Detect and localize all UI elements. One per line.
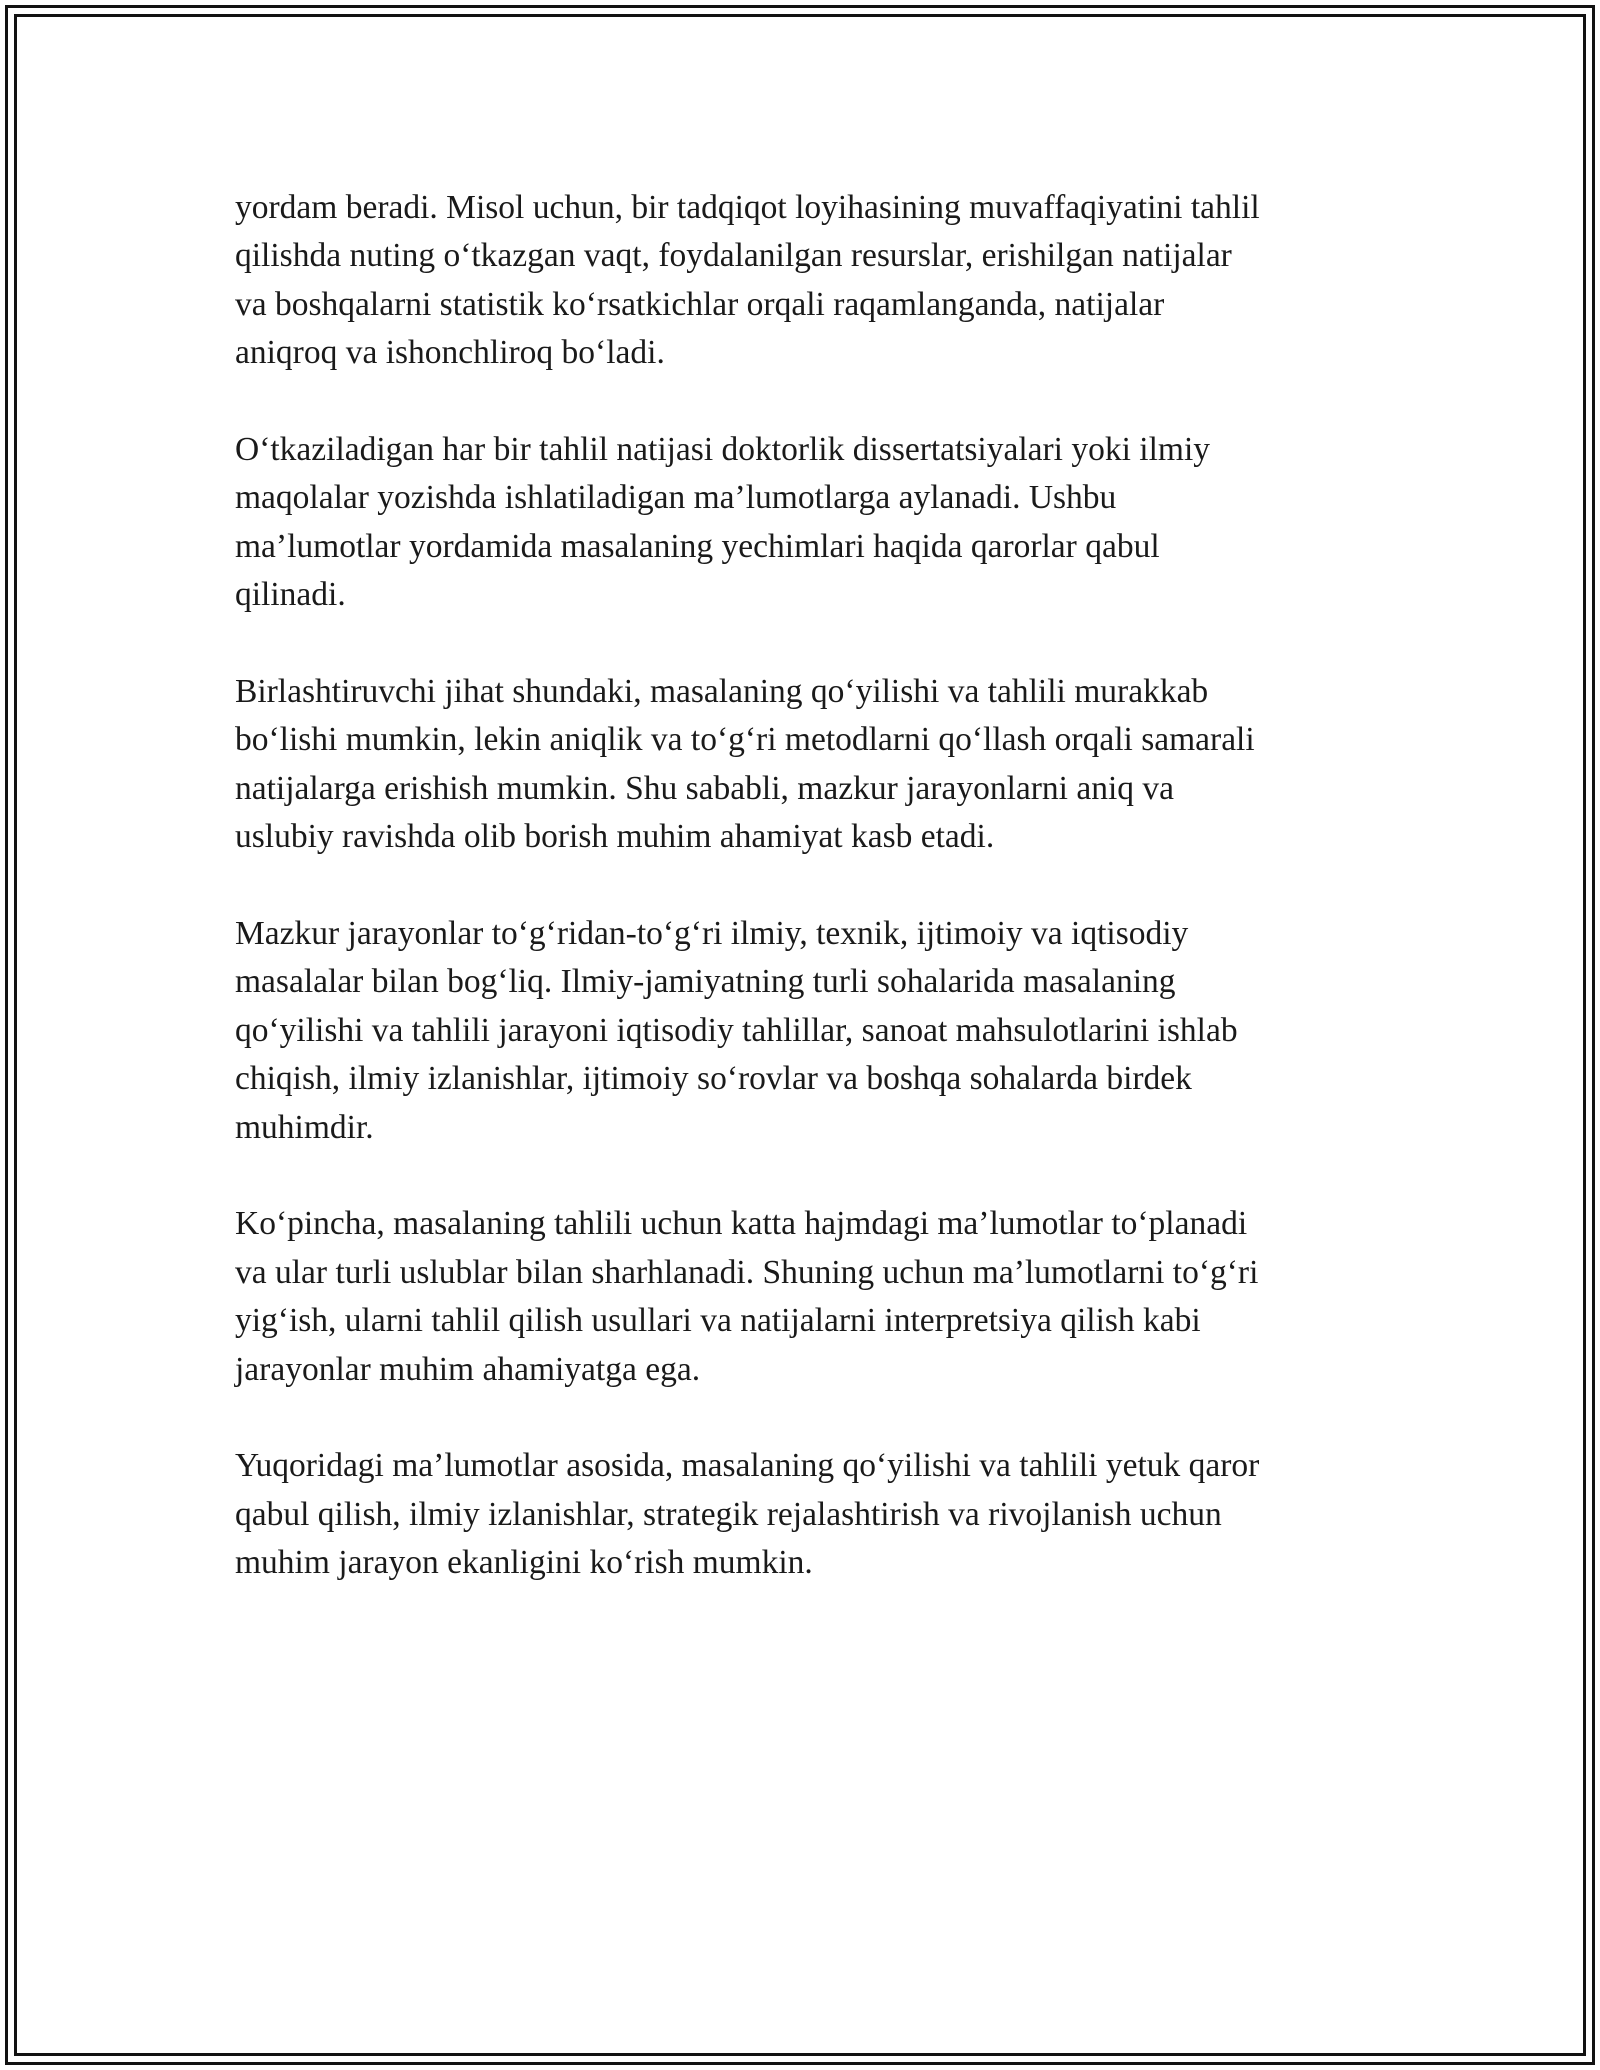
text-line: yordam beradi. Misol uchun, bir tadqiqot loyihasining muvaffaqiyatini tahlil <box>235 189 1260 226</box>
paragraph <box>235 426 1385 620</box>
text-line: Yuqoridagi ma’lumotlar asosida, masalaning qo‘yilishi va tahlili yetuk qaror <box>235 1447 1260 1485</box>
text-line: aniqroq va ishonchliroq bo‘ladi. <box>235 334 665 372</box>
text-line: natijalarga erishish mumkin. Shu sababli, mazkur jarayonlarni aniq va <box>235 769 1174 807</box>
paragraph <box>235 910 1385 1152</box>
text-line: qilishda nuting o‘tkazgan vaqt, foydalanilgan resurslar, erishilgan natijalar <box>235 237 1232 275</box>
text-line: chiqish, ilmiy izlanishlar, ijtimoiy so‘rovlar va boshqa sohalarda birdek <box>235 1060 1192 1098</box>
text-line: masalalar bilan bog‘liq. Ilmiy-jamiyatning turli sohalarida masalaning <box>235 963 1176 1001</box>
text-line: muhimdir. <box>235 1108 374 1146</box>
text-line: va ular turli uslublar bilan sharhlanadi. Shuning uchun ma’lumotlarni to‘g‘ri <box>235 1253 1259 1291</box>
paragraph <box>235 668 1385 862</box>
text-line: yig‘ish, ularni tahlil qilish usullari va natijalarni interpretsiya qilish kabi <box>235 1302 1201 1340</box>
text-line: maqolalar yozishda ishlatiladigan ma’lumotlarga aylanadi. Ushbu <box>235 479 1117 517</box>
text-line: qo‘yilishi va tahlili jarayoni iqtisodiy tahlillar, sanoat mahsulotlarini ishlab <box>235 1011 1238 1049</box>
text-line: O‘tkaziladigan har bir tahlil natijasi doktorlik dissertatsiyalari yoki ilmiy <box>235 431 1211 469</box>
text-line: qabul qilish, ilmiy izlanishlar, strategik rejalashtirish va rivojlanish uchun <box>235 1495 1222 1533</box>
paragraph <box>235 184 1385 378</box>
text-line: bo‘lishi mumkin, lekin aniqlik va to‘g‘ri metodlarni qo‘llash orqali samarali <box>235 721 1255 759</box>
text-line: uslubiy ravishda olib borish muhim ahamiyat kasb etadi. <box>235 818 995 856</box>
text-line: Mazkur jarayonlar to‘g‘ridan-to‘g‘ri ilmiy, texnik, ijtimoiy va iqtisodiy <box>235 915 1189 953</box>
text-line: muhim jarayon ekanligini ko‘rish mumkin. <box>235 1544 813 1582</box>
text-line: va boshqalarni statistik ko‘rsatkichlar orqali raqamlanganda, natijalar <box>235 285 1165 323</box>
text-line: ma’lumotlar yordamida masalaning yechimlari haqida qarorlar qabul <box>235 527 1160 565</box>
document-body <box>235 184 1385 1636</box>
text-line: Ko‘pincha, masalaning tahlili uchun katta hajmdagi ma’lumotlar to‘planadi <box>235 1205 1248 1243</box>
paragraph <box>235 1200 1385 1394</box>
text-line: jarayonlar muhim ahamiyatga ega. <box>235 1350 701 1388</box>
paragraph <box>235 1442 1385 1587</box>
text-line: Birlashtiruvchi jihat shundaki, masalaning qo‘yilishi va tahlili murakkab <box>235 673 1209 711</box>
text-line: qilinadi. <box>235 576 346 614</box>
